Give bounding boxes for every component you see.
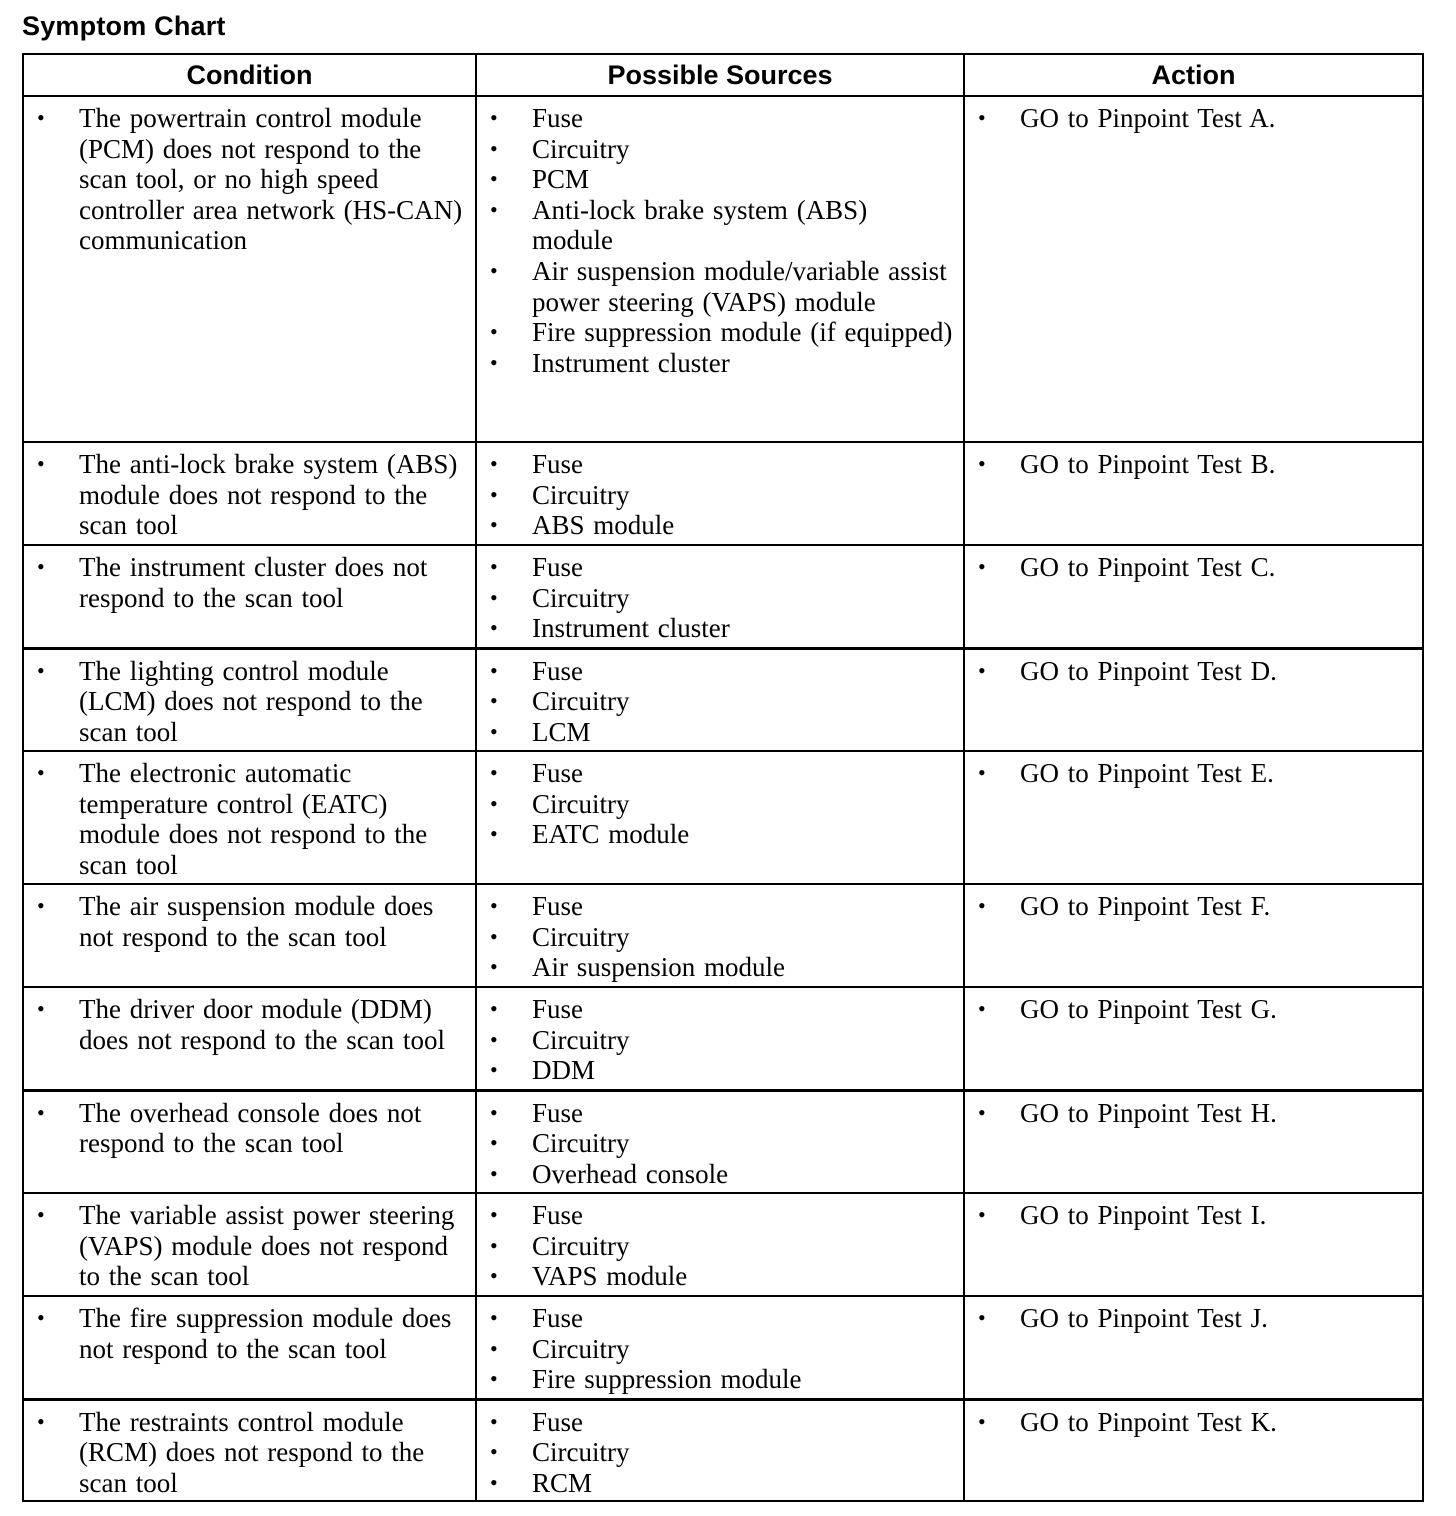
bullet-icon: • [490,923,498,949]
list-item [477,510,963,541]
cell-possible-sources [476,648,964,751]
cell-possible-sources [476,987,964,1090]
action-list [965,103,1422,134]
action-text: GO to Pinpoint Test F. [1020,891,1271,921]
list-item [965,449,1422,480]
list-item [477,656,963,687]
condition-text: The restraints control module (RCM) does not respond to the scan tool [79,1406,425,1498]
condition-text: The instrument cluster does not respond to the scan tool [79,552,428,613]
cell-action [964,648,1423,751]
source-text: Circuitry [532,788,630,819]
source-text: Circuitry [532,1333,630,1364]
source-text: Fire suppression module [532,1364,802,1395]
action-text: GO to Pinpoint Test A. [1020,103,1276,133]
cell-action [964,751,1423,884]
bullet-icon: • [978,893,986,918]
bullet-icon: • [978,760,986,785]
list-item [477,449,963,480]
condition-list [24,994,475,1055]
bullet-icon: • [37,105,45,130]
condition-text: The fire suppression module does not respond to the scan tool [79,1303,452,1364]
table-row [23,884,1423,987]
source-text: Air suspension module [532,952,785,983]
cell-action [964,1193,1423,1296]
cell-action [964,96,1423,442]
source-list [477,891,963,983]
source-text: Circuitry [532,1437,630,1468]
bullet-icon: • [490,1305,498,1330]
source-text: Circuitry [532,1230,630,1261]
source-text: Fuse [532,758,584,788]
table-row [23,648,1423,751]
bullet-icon: • [490,1026,498,1052]
cell-possible-sources [476,751,964,884]
bullet-icon: • [490,319,498,345]
table-row [23,1399,1423,1501]
source-list [477,1407,963,1499]
source-text: Circuitry [532,133,630,164]
cell-action [964,884,1423,987]
source-text: VAPS module [532,1261,688,1292]
source-text: LCM [532,716,591,747]
cell-possible-sources [476,545,964,648]
bullet-icon: • [37,1099,45,1125]
cell-condition [23,1090,476,1193]
list-item [477,717,963,748]
bullet-icon: • [490,893,498,918]
cell-possible-sources [476,1090,964,1193]
list-item [477,758,963,789]
list-item [477,1098,963,1129]
source-text: PCM [532,164,590,195]
list-item [477,134,963,165]
cell-condition [23,96,476,442]
list-item [477,613,963,644]
condition-text: The powertrain control module (PCM) does not respond to the scan tool, or no high speed controller area network (HS-CAN) communication [79,103,463,256]
source-text: Fuse [532,552,584,582]
condition-text: The lighting control module (LCM) does not respond to the scan tool [79,655,423,747]
bullet-icon: • [37,1305,45,1330]
source-text: Fuse [532,1303,584,1333]
source-list [477,656,963,748]
list-item [24,103,475,256]
action-list [965,1200,1422,1231]
list-item [477,1407,963,1438]
bullet-icon: • [490,1057,498,1083]
cell-action [964,1296,1423,1399]
cell-possible-sources [476,1399,964,1501]
condition-text: The overhead console does not respond to the scan tool [79,1097,422,1159]
list-item [477,1364,963,1395]
bullet-icon: • [490,257,498,283]
source-text: Fuse [532,449,584,479]
list-item [965,1098,1422,1129]
action-text: GO to Pinpoint Test B. [1020,449,1276,479]
bullet-icon: • [490,1099,498,1125]
condition-list [24,552,475,613]
bullet-icon: • [490,1232,498,1258]
list-item [965,891,1422,922]
source-text: Circuitry [532,686,630,717]
list-item [477,1334,963,1365]
table-body [23,96,1423,1501]
cell-action [964,1090,1423,1193]
source-text: Fuse [532,1097,584,1128]
condition-list [24,103,475,256]
source-text: Fuse [532,103,584,133]
list-item [477,1055,963,1086]
source-text: Overhead console [532,1158,729,1189]
list-item [965,103,1422,134]
bullet-icon: • [37,760,45,785]
action-list [965,994,1422,1025]
list-item [477,1303,963,1334]
list-item [477,994,963,1025]
table-row [23,1090,1423,1193]
list-item [24,449,475,541]
bullet-icon: • [37,657,45,683]
bullet-icon: • [490,1202,498,1227]
source-list [477,103,963,378]
list-item [477,480,963,511]
list-item [24,1407,475,1499]
bullet-icon: • [978,1408,986,1434]
bullet-icon: • [490,615,498,641]
action-list [965,891,1422,922]
bullet-icon: • [490,821,498,847]
bullet-icon: • [490,166,498,192]
condition-list [24,1303,475,1364]
bullet-icon: • [490,349,498,375]
source-text: EATC module [532,819,690,850]
list-item [965,1303,1422,1334]
list-item [965,1407,1422,1438]
cell-condition [23,545,476,648]
table-row [23,1296,1423,1399]
list-item [477,195,963,256]
bullet-icon: • [490,1263,498,1289]
list-item [24,656,475,748]
list-item [477,348,963,379]
cell-possible-sources [476,1296,964,1399]
cell-possible-sources [476,1193,964,1296]
list-item [24,891,475,952]
action-list [965,1303,1422,1334]
source-text: DDM [532,1055,596,1086]
list-item [477,952,963,983]
bullet-icon: • [490,1366,498,1392]
symptom-chart-table [22,53,1424,1502]
cell-condition [23,442,476,545]
list-item [477,1437,963,1468]
bullet-icon: • [490,584,498,610]
source-text: Circuitry [532,479,630,510]
column-header-possible-sources: Possible Sources [476,54,964,96]
source-list [477,449,963,541]
bullet-icon: • [490,1130,498,1156]
table-row [23,96,1423,442]
action-text: GO to Pinpoint Test J. [1020,1303,1268,1333]
list-item [965,656,1422,687]
bullet-icon: • [490,554,498,579]
condition-list [24,758,475,880]
action-text: GO to Pinpoint Test G. [1020,994,1277,1024]
action-list [965,1098,1422,1129]
condition-text: The driver door module (DDM) does not respond to the scan tool [79,994,445,1055]
bullet-icon: • [37,451,45,476]
list-item [477,789,963,820]
source-text: Anti-lock brake system (ABS) module [532,194,868,256]
bullet-icon: • [37,1202,45,1227]
list-item [477,1159,963,1190]
action-text: GO to Pinpoint Test D. [1020,655,1277,686]
source-list [477,1303,963,1395]
bullet-icon: • [490,1469,498,1495]
bullet-icon: • [978,1202,986,1227]
action-text: GO to Pinpoint Test E. [1020,758,1274,788]
bullet-icon: • [490,954,498,980]
condition-list [24,1407,475,1499]
condition-list [24,1098,475,1159]
bullet-icon: • [490,688,498,714]
table-header-row [23,54,1423,96]
bullet-icon: • [490,760,498,785]
list-item [24,1098,475,1159]
bullet-icon: • [490,1335,498,1361]
cell-condition [23,1296,476,1399]
table-row [23,987,1423,1090]
cell-condition [23,751,476,884]
cell-possible-sources [476,96,964,442]
list-item [477,819,963,850]
list-item [477,317,963,348]
bullet-icon: • [490,1160,498,1186]
bullet-icon: • [490,135,498,161]
list-item [24,552,475,613]
bullet-icon: • [490,512,498,538]
list-item [477,552,963,583]
cell-possible-sources [476,442,964,545]
list-item [477,1261,963,1292]
source-text: Fuse [532,994,584,1024]
cell-condition [23,1193,476,1296]
source-text: Fuse [532,655,584,686]
bullet-icon: • [978,105,986,130]
bullet-icon: • [978,1305,986,1330]
action-list [965,552,1422,583]
table-row [23,545,1423,648]
table-row [23,442,1423,545]
list-item [477,1200,963,1231]
action-text: GO to Pinpoint Test C. [1020,552,1276,582]
condition-text: The electronic automatic temperature control (EATC) module does not respond to the scan tool [79,758,428,880]
cell-condition [23,884,476,987]
bullet-icon: • [37,1408,45,1434]
page-title: Symptom Chart [22,11,226,41]
bullet-icon: • [978,554,986,579]
bullet-icon: • [490,105,498,130]
cell-condition [23,987,476,1090]
cell-condition [23,648,476,751]
bullet-icon: • [490,790,498,816]
condition-list [24,449,475,541]
source-text: Fuse [532,891,584,921]
condition-text: The air suspension module does not respond to the scan tool [79,891,434,952]
list-item [477,164,963,195]
bullet-icon: • [37,554,45,579]
source-list [477,1200,963,1292]
list-item [477,103,963,134]
cell-action [964,442,1423,545]
bullet-icon: • [978,1099,986,1125]
list-item [477,686,963,717]
source-text: Circuitry [532,1128,630,1159]
list-item [477,256,963,317]
source-text: Instrument cluster [532,347,730,378]
source-text: Fuse [532,1406,584,1437]
action-list [965,449,1422,480]
condition-text: The variable assist power steering (VAPS) module does not respond to the scan tool [79,1200,455,1292]
condition-list [24,656,475,748]
source-text: Circuitry [532,921,630,952]
bullet-icon: • [37,996,45,1021]
cell-possible-sources [476,884,964,987]
source-list [477,994,963,1086]
cell-action [964,1399,1423,1501]
source-text: ABS module [532,510,675,541]
condition-text: The anti-lock brake system (ABS) module does not respond to the scan tool [79,449,458,541]
source-text: Fuse [532,1200,584,1230]
list-item [24,994,475,1055]
list-item [477,891,963,922]
cell-action [964,545,1423,648]
bullet-icon: • [490,657,498,683]
bullet-icon: • [978,996,986,1021]
condition-list [24,1200,475,1292]
bullet-icon: • [490,718,498,744]
action-text: GO to Pinpoint Test I. [1020,1200,1267,1230]
list-item [24,1200,475,1292]
list-item [477,1468,963,1499]
condition-list [24,891,475,952]
source-text: Circuitry [532,582,630,613]
table-row [23,751,1423,884]
list-item [477,1231,963,1262]
source-text: RCM [532,1467,593,1498]
source-list [477,552,963,644]
source-list [477,758,963,850]
bullet-icon: • [978,657,986,683]
column-header-action: Action [964,54,1423,96]
action-text: GO to Pinpoint Test K. [1020,1406,1277,1437]
list-item [477,1128,963,1159]
action-list [965,1407,1422,1438]
bullet-icon: • [490,481,498,507]
list-item [965,994,1422,1025]
table-row [23,1193,1423,1296]
source-text: Fire suppression module (if equipped) [532,317,953,348]
bullet-icon: • [490,451,498,476]
list-item [24,1303,475,1364]
list-item [477,1025,963,1056]
bullet-icon: • [490,1408,498,1434]
action-text: GO to Pinpoint Test H. [1020,1097,1277,1128]
list-item [477,583,963,614]
bullet-icon: • [490,196,498,222]
bullet-icon: • [490,996,498,1021]
cell-condition [23,1399,476,1501]
column-header-condition: Condition [23,54,476,96]
list-item [477,922,963,953]
bullet-icon: • [978,451,986,476]
source-text: Air suspension module/variable assist power steering (VAPS) module [532,255,947,317]
source-text: Instrument cluster [532,613,730,644]
action-list [965,656,1422,687]
cell-action [964,987,1423,1090]
source-text: Circuitry [532,1024,630,1055]
source-list [477,1098,963,1190]
bullet-icon: • [490,1439,498,1465]
list-item [24,758,475,880]
list-item [965,758,1422,789]
bullet-icon: • [37,893,45,918]
list-item [965,1200,1422,1231]
action-list [965,758,1422,789]
list-item [965,552,1422,583]
